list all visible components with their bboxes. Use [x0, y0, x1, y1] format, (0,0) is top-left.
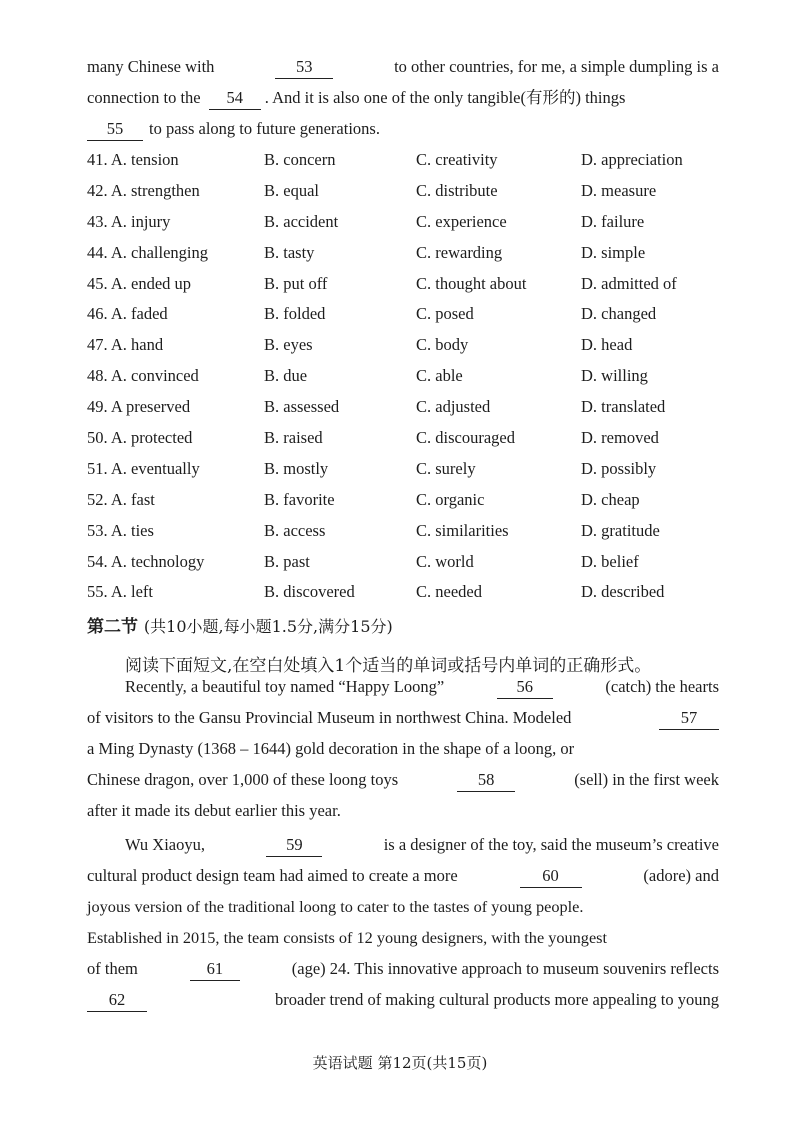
blank-58: 58	[457, 769, 515, 792]
option-row	[87, 457, 727, 481]
option-c: C. distribute	[416, 181, 498, 200]
text: cultural product design team had aimed to create a more	[87, 866, 458, 885]
passage-line	[87, 989, 719, 1012]
option-d: D. removed	[581, 428, 659, 447]
passage-line: a Ming Dynasty (1368 – 1644) gold decoration in the shape of a loong, or	[87, 739, 575, 758]
option-b: B. raised	[264, 428, 323, 447]
blank-62: 62	[87, 989, 147, 1012]
passage-line	[125, 676, 719, 699]
blank-57: 57	[659, 707, 719, 730]
option-row	[87, 148, 727, 172]
option-c: C. surely	[416, 459, 476, 478]
option-c: C. similarities	[416, 521, 509, 540]
passage-line	[87, 118, 719, 141]
option-a: 53. A. ties	[87, 521, 154, 540]
option-d: D. measure	[581, 181, 657, 200]
option-b: B. mostly	[264, 459, 329, 478]
section-title: 第二节	[87, 617, 138, 637]
passage-line: joyous version of the traditional loong to cater to the tastes of young people.	[87, 897, 584, 916]
text: many Chinese with	[87, 57, 215, 76]
option-b: B. assessed	[264, 397, 340, 416]
option-a: 49. A preserved	[87, 397, 191, 416]
text: connection to the	[87, 88, 201, 107]
option-row	[87, 426, 727, 450]
option-c: C. able	[416, 366, 463, 385]
passage-line	[87, 707, 719, 730]
option-d: D. appreciation	[581, 150, 683, 169]
option-d: D. willing	[581, 366, 648, 385]
option-row	[87, 488, 727, 512]
blank-61: 61	[190, 958, 240, 981]
option-row	[87, 364, 727, 388]
section-heading	[87, 612, 393, 637]
option-b: B. tasty	[264, 243, 315, 262]
text: to pass along to future generations.	[149, 119, 380, 138]
option-row	[87, 241, 727, 265]
option-d: D. cheap	[581, 490, 640, 509]
text: . And it is also one of the only tangible(有形的) things	[264, 88, 626, 107]
option-b: B. put off	[264, 274, 328, 293]
option-row	[87, 333, 727, 357]
option-b: B. concern	[264, 150, 336, 169]
option-d: D. belief	[581, 552, 639, 571]
option-c: C. world	[416, 552, 474, 571]
option-a: 55. A. left	[87, 582, 153, 601]
option-d: D. translated	[581, 397, 666, 416]
page-footer: 英语试题 第12页(共15页)	[312, 1054, 488, 1072]
passage-line	[87, 56, 719, 79]
option-c: C. organic	[416, 490, 485, 509]
option-b: B. accident	[264, 212, 339, 231]
option-a: 54. A. technology	[87, 552, 205, 571]
option-c: C. creativity	[416, 150, 498, 169]
passage-line	[87, 769, 719, 792]
text: (age) 24. This innovative approach to museum souvenirs reflects	[291, 959, 719, 978]
option-d: D. possibly	[581, 459, 657, 478]
blank-53: 53	[275, 56, 333, 79]
option-row	[87, 210, 727, 234]
text: (catch) the hearts	[605, 677, 719, 696]
option-c: C. rewarding	[416, 243, 503, 262]
option-d: D. simple	[581, 243, 646, 262]
option-b: B. favorite	[264, 490, 335, 509]
option-a: 48. A. convinced	[87, 366, 199, 385]
passage-line	[87, 87, 719, 110]
option-d: D. admitted of	[581, 274, 677, 293]
option-row	[87, 302, 727, 326]
passage-line	[125, 834, 719, 857]
text: to other countries, for me, a simple dumpling is a	[394, 57, 719, 76]
option-d: D. changed	[581, 304, 657, 323]
option-a: 52. A. fast	[87, 490, 155, 509]
option-row	[87, 580, 727, 604]
option-d: D. head	[581, 335, 633, 354]
text: Recently, a beautiful toy named “Happy Loong”	[125, 677, 445, 696]
option-a: 43. A. injury	[87, 212, 171, 231]
text: is a designer of the toy, said the museum’s creative	[383, 835, 719, 854]
option-a: 46. A. faded	[87, 304, 168, 323]
option-row	[87, 519, 727, 543]
text: (sell) in the first week	[574, 770, 719, 789]
option-d: D. gratitude	[581, 521, 660, 540]
text: of visitors to the Gansu Provincial Museum in northwest China. Modeled	[87, 708, 572, 727]
option-b: B. due	[264, 366, 308, 385]
option-row	[87, 179, 727, 203]
option-b: B. access	[264, 521, 326, 540]
option-a: 42. A. strengthen	[87, 181, 200, 200]
blank-60: 60	[520, 865, 582, 888]
option-d: D. failure	[581, 212, 645, 231]
option-a: 44. A. challenging	[87, 243, 208, 262]
blank-59: 59	[266, 834, 322, 857]
blank-56: 56	[497, 676, 553, 699]
option-row	[87, 550, 727, 574]
text: of them	[87, 959, 138, 978]
section-instruction: 阅读下面短文,在空白处填入1个适当的单词或括号内单词的正确形式。	[125, 656, 652, 676]
option-c: C. experience	[416, 212, 507, 231]
option-c: C. posed	[416, 304, 474, 323]
passage-line: after it made its debut earlier this year.	[87, 801, 341, 820]
option-c: C. needed	[416, 582, 482, 601]
option-row	[87, 395, 727, 419]
option-row	[87, 272, 727, 296]
section-note: (共10小题,每小题1.5分,满分15分)	[143, 617, 393, 636]
option-c: C. thought about	[416, 274, 527, 293]
option-b: B. past	[264, 552, 310, 571]
text: Wu Xiaoyu,	[125, 835, 205, 854]
blank-54: 54	[209, 87, 261, 110]
text: broader trend of making cultural products more appealing to young	[275, 990, 719, 1009]
option-a: 50. A. protected	[87, 428, 193, 447]
blank-55: 55	[87, 118, 143, 141]
option-c: C. adjusted	[416, 397, 491, 416]
option-a: 47. A. hand	[87, 335, 164, 354]
text: (adore) and	[643, 866, 719, 885]
option-d: D. described	[581, 582, 665, 601]
option-b: B. folded	[264, 304, 326, 323]
option-b: B. discovered	[264, 582, 355, 601]
option-a: 45. A. ended up	[87, 274, 192, 293]
option-c: C. body	[416, 335, 469, 354]
option-b: B. eyes	[264, 335, 313, 354]
text: Chinese dragon, over 1,000 of these loong toys	[87, 770, 399, 789]
passage-line: Established in 2015, the team consists of 12 young designers, with the youngest	[87, 928, 608, 947]
option-a: 51. A. eventually	[87, 459, 200, 478]
passage-line	[87, 958, 719, 981]
passage-line	[87, 865, 719, 888]
option-b: B. equal	[264, 181, 319, 200]
option-a: 41. A. tension	[87, 150, 179, 169]
option-c: C. discouraged	[416, 428, 515, 447]
